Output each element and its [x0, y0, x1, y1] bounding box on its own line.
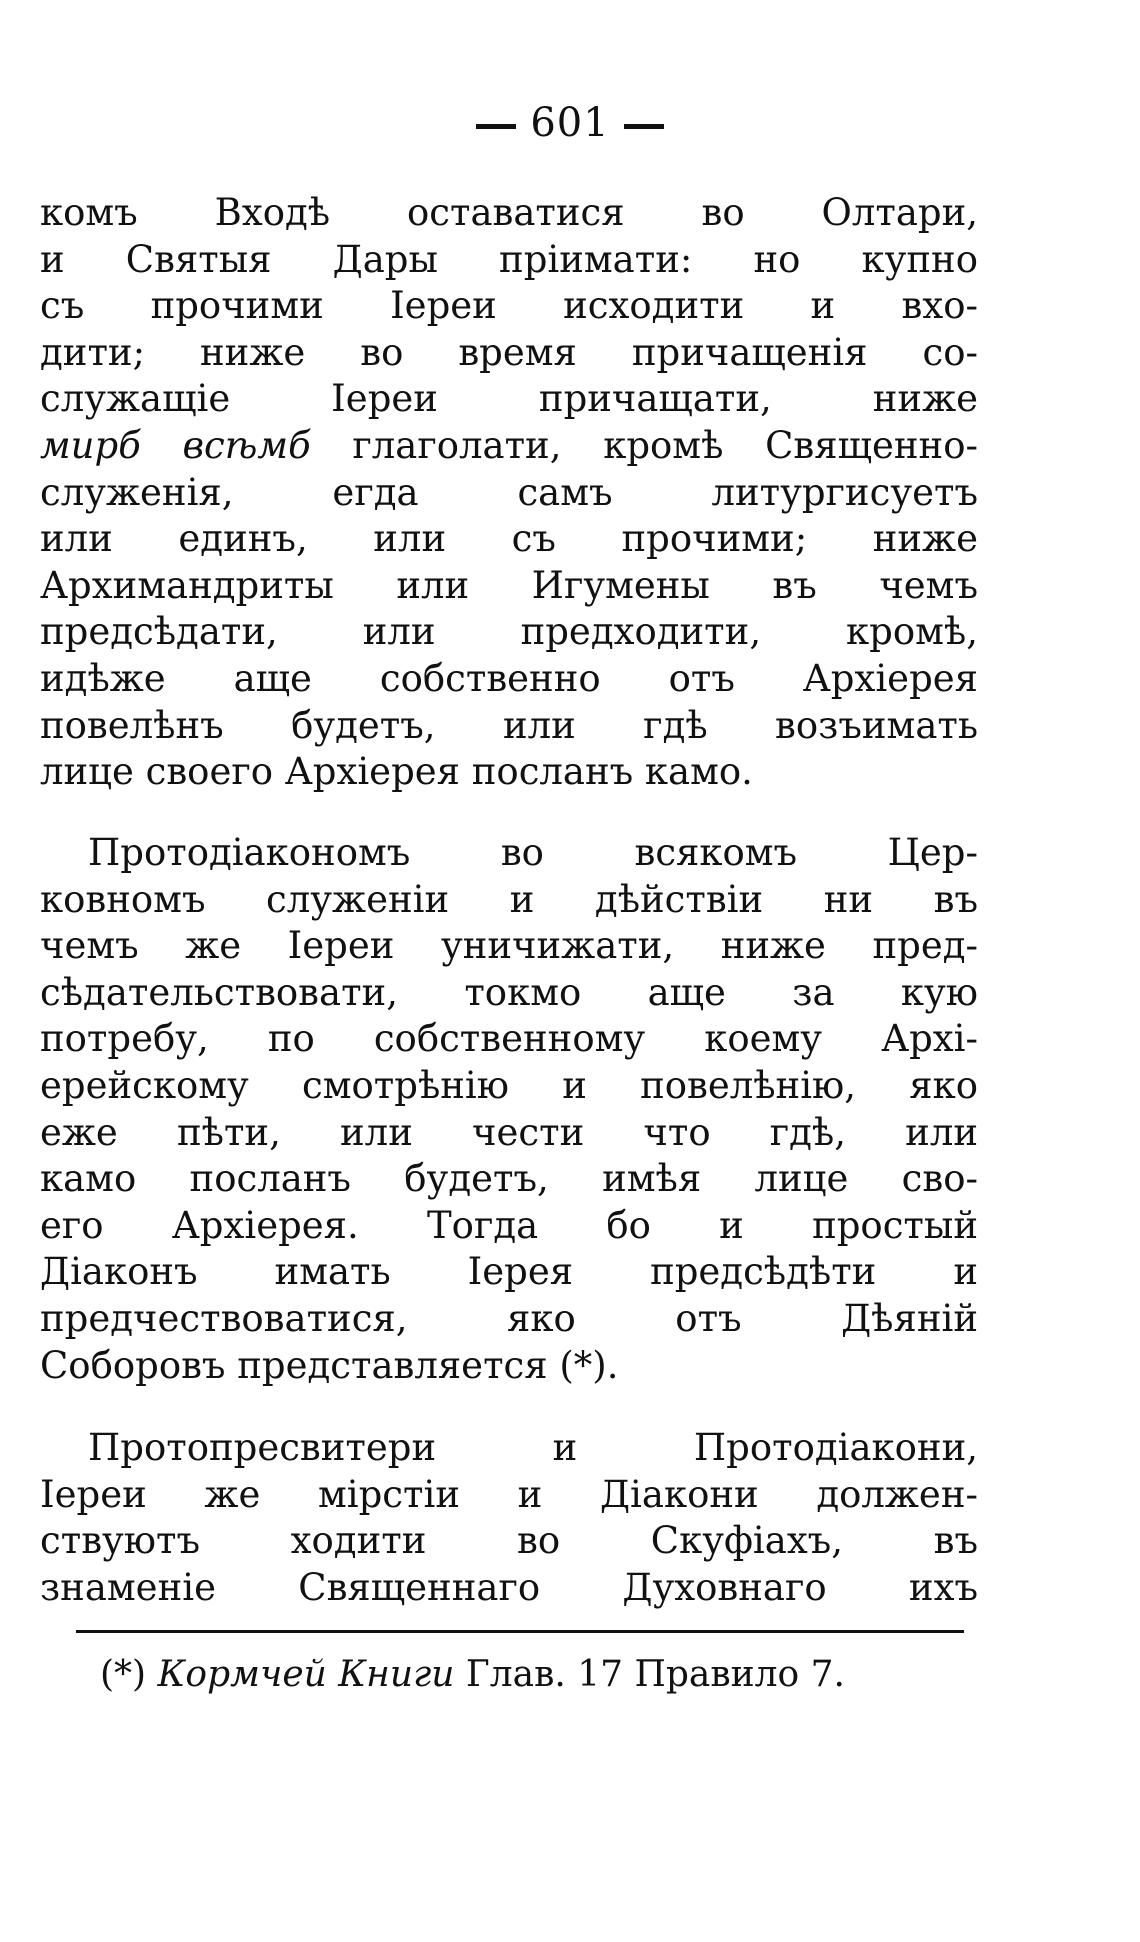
text-line: сѣдательствовати, токмо аще за кую — [40, 970, 978, 1014]
text-line: его Архіерея. Тогда бо и простый — [40, 1203, 978, 1247]
footnote — [100, 1652, 845, 1698]
text-line: или единъ, или съ прочими; ниже — [40, 517, 978, 561]
text-line: идѣже аще собственно отъ Архіерея — [40, 656, 978, 700]
text-line: и Святыя Дары пріимати: но купно — [40, 237, 978, 281]
page-header — [0, 100, 1140, 146]
footnote-divider — [76, 1630, 964, 1633]
text-line: ковномъ служеніи и дѣйствіи ни въ — [40, 877, 978, 921]
text-line: ствуютъ ходити во Скуфіахъ, въ — [40, 1519, 978, 1563]
text-line: Протопресвитери и Протодіакони, — [88, 1426, 978, 1469]
text-line: предчествоватися, яко отъ Дѣяній — [40, 1296, 978, 1340]
text-line: дити; ниже во время причащенія со- — [40, 330, 978, 374]
text-line: знаменіе Священнаго Духовнаго ихъ — [40, 1565, 978, 1609]
text-line: повелѣнъ будетъ, или гдѣ возъимать — [40, 703, 978, 747]
text-line: чемъ же Іереи уничижати, ниже пред- — [40, 924, 978, 968]
header-dash-right — [624, 124, 664, 129]
page-number: 601 — [530, 100, 610, 146]
footnote-mark: (*) — [100, 1654, 147, 1695]
text-line: служащіе Іереи причащати, ниже — [40, 377, 978, 421]
paragraph-2 — [40, 830, 978, 1389]
text-segment: глаголати, кромѣ Священно- — [310, 423, 978, 467]
text-line: Діаконъ имать Іерея предсѣдѣти и — [40, 1250, 978, 1294]
text-line: съ прочими Іереи исходити и вхо- — [40, 284, 978, 328]
text-line: предсѣдати, или предходити, кромѣ, — [40, 610, 978, 654]
text-line: ерейскому смотрѣнію и повелѣнію, яко — [40, 1063, 978, 1107]
footnote-reference: Глав. 17 Правило 7. — [465, 1654, 845, 1695]
text-line: лице своего Архіерея посланъ камо. — [40, 750, 753, 794]
text-line: Архимандриты или Игумены въ чемъ — [40, 563, 978, 607]
italic-phrase: мирб всѣмб — [40, 423, 311, 467]
text-line: Соборовъ представляется (*). — [40, 1343, 619, 1387]
paragraph-1 — [40, 190, 978, 796]
text-line: служенія, егда самъ литургисуетъ — [40, 470, 978, 514]
paragraph-3 — [40, 1425, 978, 1611]
text-line: комъ Входѣ оставатися во Олтари, — [40, 191, 978, 234]
text-line: потребу, по собственному коему Архі- — [40, 1017, 978, 1061]
text-line: камо посланъ будетъ, имѣя лице сво- — [40, 1157, 978, 1201]
footnote-source: Кормчей Книги — [157, 1654, 455, 1695]
text-line-mixed — [40, 423, 978, 470]
text-line: еже пѣти, или чести что гдѣ, или — [40, 1110, 978, 1154]
text-line: Протодіакономъ во всякомъ Цер- — [88, 831, 978, 874]
header-dash-left — [476, 124, 516, 129]
text-line: Іереи же мірстіи и Діакони должен- — [40, 1472, 978, 1516]
